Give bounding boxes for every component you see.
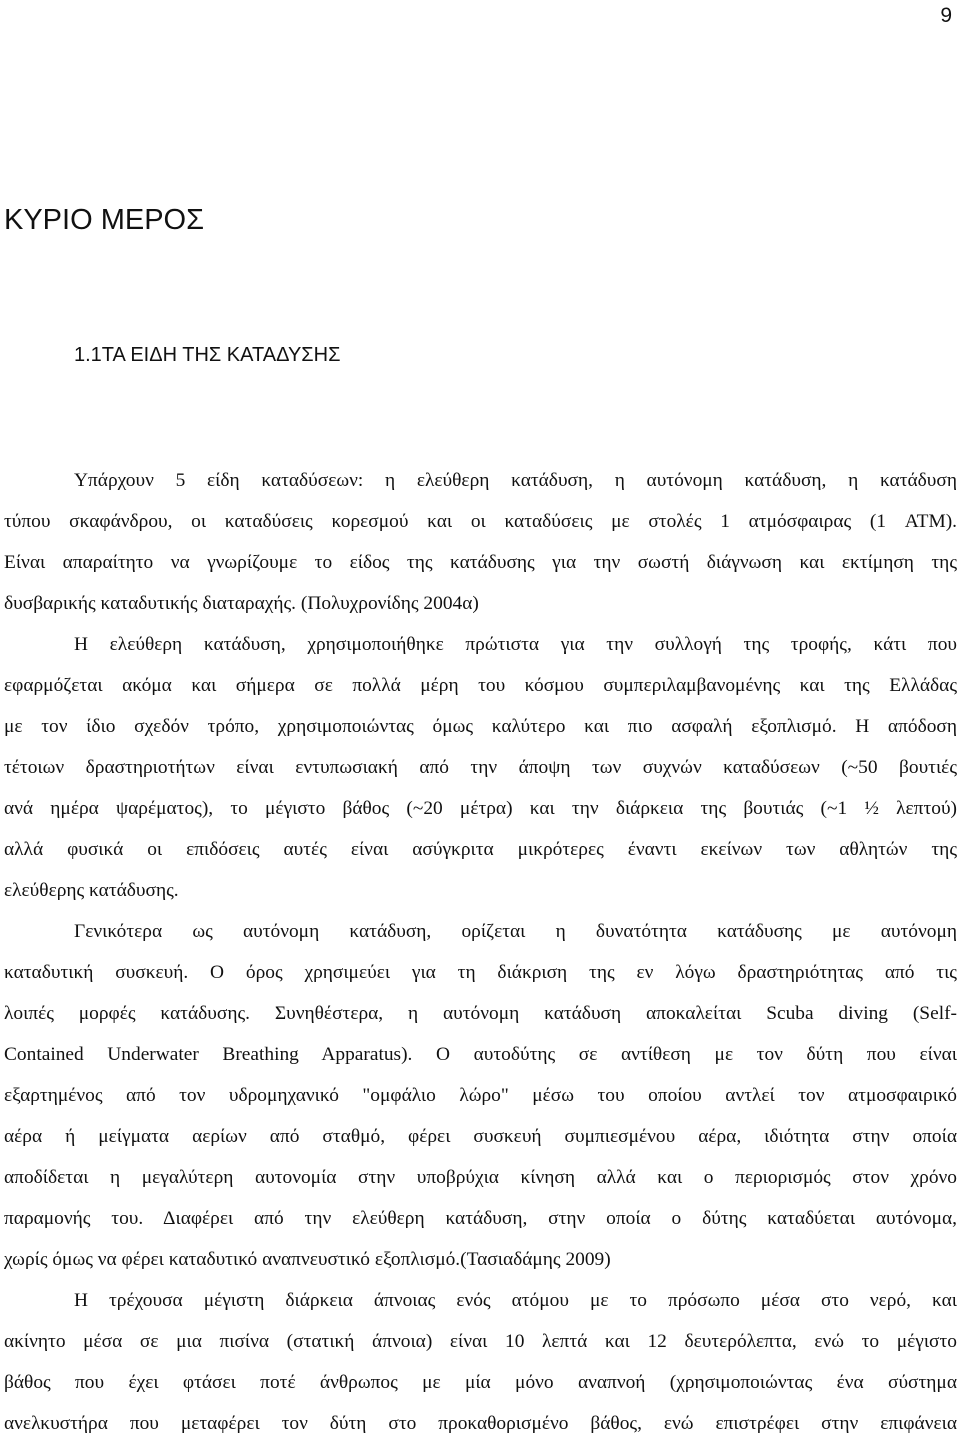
text-line: Υπάρχουν 5 είδη καταδύσεων: η ελεύθερη κατάδυση, η αυτόνομη κατάδυση, η κατάδυση (74, 470, 957, 491)
text-line: ανελκυστήρα που μεταφέρει τον δύτη στο προκαθορισμένο βάθος, ενώ επιστρέφει στην επιφάνεια (4, 1413, 957, 1434)
text-line: αέρα ή μείγματα αερίων από σταθμό, φέρει συσκευή συμπιεσμένου αέρα, ιδιότητα στην οποία (4, 1126, 957, 1147)
text-line: Η τρέχουσα μέγιστη διάρκεια άπνοιας ενός ατόμου με το πρόσωπο μέσα στο νερό, και (74, 1290, 957, 1311)
text-line: εφαρμόζεται ακόμα και σήμερα σε πολλά μέρη του κόσμου συμπεριλαμβανομένης και της Ελλάδας (4, 675, 957, 696)
text-line: αποδίδεται η μεγαλύτερη αυτονομία στην υποβρύχια κίνηση αλλά και ο περιορισμός στον χρόνο (4, 1167, 957, 1188)
text-line: εξαρτημένος από τον υδρομηχανικό "ομφάλιο λώρο" μέσω του οποίου αντλεί τον ατμοσφαιρικό (4, 1085, 957, 1106)
page-number: 9 (940, 4, 952, 27)
text-line: βάθος που έχει φτάσει ποτέ άνθρωπος με μία μόνο αναπνοή (χρησιμοποιώντας ένα σύστημα (4, 1372, 957, 1393)
text-line: Είναι απαραίτητο να γνωρίζουμε το είδος της κατάδυσης για την σωστή διάγνωση και εκτίμηση της (4, 552, 957, 573)
text-line: λοιπές μορφές κατάδυσης. Συνηθέστερα, η αυτόνομη κατάδυση αποκαλείται Scuba diving (Self- (4, 1003, 957, 1024)
text-line: ανά ημέρα ψαρέματος), το μέγιστο βάθος (~20 μέτρα) και την διάρκεια της βουτιάς (~1 ½ λεπτού) (4, 798, 957, 819)
section-heading: 1.1ΤΑ ΕΙΔΗ ΤΗΣ ΚΑΤΑΔΥΣΗΣ (74, 344, 341, 366)
text-line: χωρίς όμως να φέρει καταδυτικό αναπνευστικό εξοπλισμό.(Τασιαδάμης 2009) (4, 1249, 611, 1270)
text-line: δυσβαρικής καταδυτικής διαταραχής. (Πολυχρονίδης 2004α) (4, 593, 479, 614)
text-line: Η ελεύθερη κατάδυση, χρησιμοποιήθηκε πρώτιστα για την συλλογή της τροφής, κάτι που (74, 634, 957, 655)
text-line: τέτοιων δραστηριοτήτων είναι εντυπωσιακή από την άποψη των συχνών καταδύσεων (~50 βουτιές (4, 757, 957, 778)
text-line: με τον ίδιο σχεδόν τρόπο, χρησιμοποιώντας όμως καλύτερο και πιο ασφαλή εξοπλισμό. Η απόδοση (4, 716, 957, 737)
text-line: καταδυτική συσκευή. Ο όρος χρησιμεύει για τη διάκριση της εν λόγω δραστηριότητας από τις (4, 962, 957, 983)
text-line: Γενικότερα ως αυτόνομη κατάδυση, ορίζεται η δυνατότητα κατάδυσης με αυτόνομη (74, 921, 957, 942)
text-line: παραμονής του. Διαφέρει από την ελεύθερη κατάδυση, στην οποία ο δύτης καταδύεται αυτόνομα, (4, 1208, 957, 1229)
text-line: Contained Underwater Breathing Apparatus). Ο αυτοδύτης σε αντίθεση με τον δύτη που είναι (4, 1044, 957, 1065)
text-line: ακίνητο μέσα σε μια πισίνα (στατική άπνοια) είναι 10 λεπτά και 12 δευτερόλεπτα, ενώ το μέγιστο (4, 1331, 957, 1352)
text-line: τύπου σκαφάνδρου, οι καταδύσεις κορεσμού και οι καταδύσεις με στολές 1 ατμόσφαιρας (1 ATM). (4, 511, 957, 532)
text-line: αλλά φυσικά οι επιδόσεις αυτές είναι ασύγκριτα μικρότερες έναντι εκείνων των αθλητών της (4, 839, 957, 860)
text-line: ελεύθερης κατάδυσης. (4, 880, 179, 901)
chapter-heading: ΚΥΡΙΟ ΜΕΡΟΣ (4, 204, 205, 236)
